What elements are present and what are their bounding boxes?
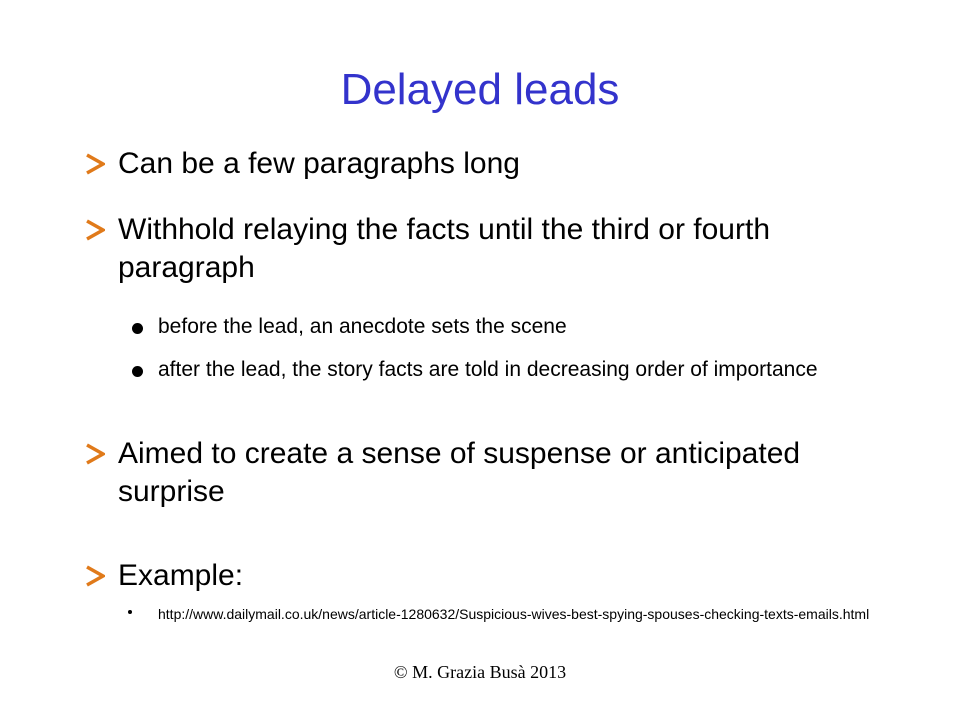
bullet-item: [85, 211, 885, 287]
copyright-footer: © M. Grazia Busà 2013: [393, 662, 567, 682]
sub-bullet-text: before the lead, an anecdote sets the scene: [158, 315, 567, 338]
link-bullet-item: [128, 604, 908, 624]
dot-bullet-icon: [128, 610, 132, 614]
arrow-bullet-icon: [85, 218, 105, 242]
bullet-item: [85, 435, 885, 511]
sub-bullet-text: after the lead, the story facts are told in decreasing order of importance: [158, 358, 818, 381]
arrow-bullet-icon: [85, 564, 105, 588]
dot-bullet-icon: [132, 323, 143, 334]
arrow-bullet-icon: [85, 442, 105, 466]
bullet-item: [85, 145, 885, 183]
sub-bullet-item: [132, 314, 902, 339]
bullet-text: Withhold relaying the facts until the third or fourth paragraph: [118, 213, 771, 284]
dot-bullet-icon: [132, 366, 143, 377]
bullet-text: Can be a few paragraphs long: [118, 147, 520, 180]
slide-title: Delayed leads: [340, 65, 620, 114]
bullet-text: Example:: [118, 559, 244, 592]
arrow-bullet-icon: [85, 152, 105, 176]
sub-bullet-item: [132, 357, 902, 382]
bullet-text: Aimed to create a sense of suspense or anticipated surprise: [118, 437, 801, 508]
example-link[interactable]: http://www.dailymail.co.uk/news/article-1280632/Suspicious-wives-best-spying-spouses-checking-texts-emails.html: [158, 606, 870, 622]
bullet-item: [85, 557, 885, 595]
